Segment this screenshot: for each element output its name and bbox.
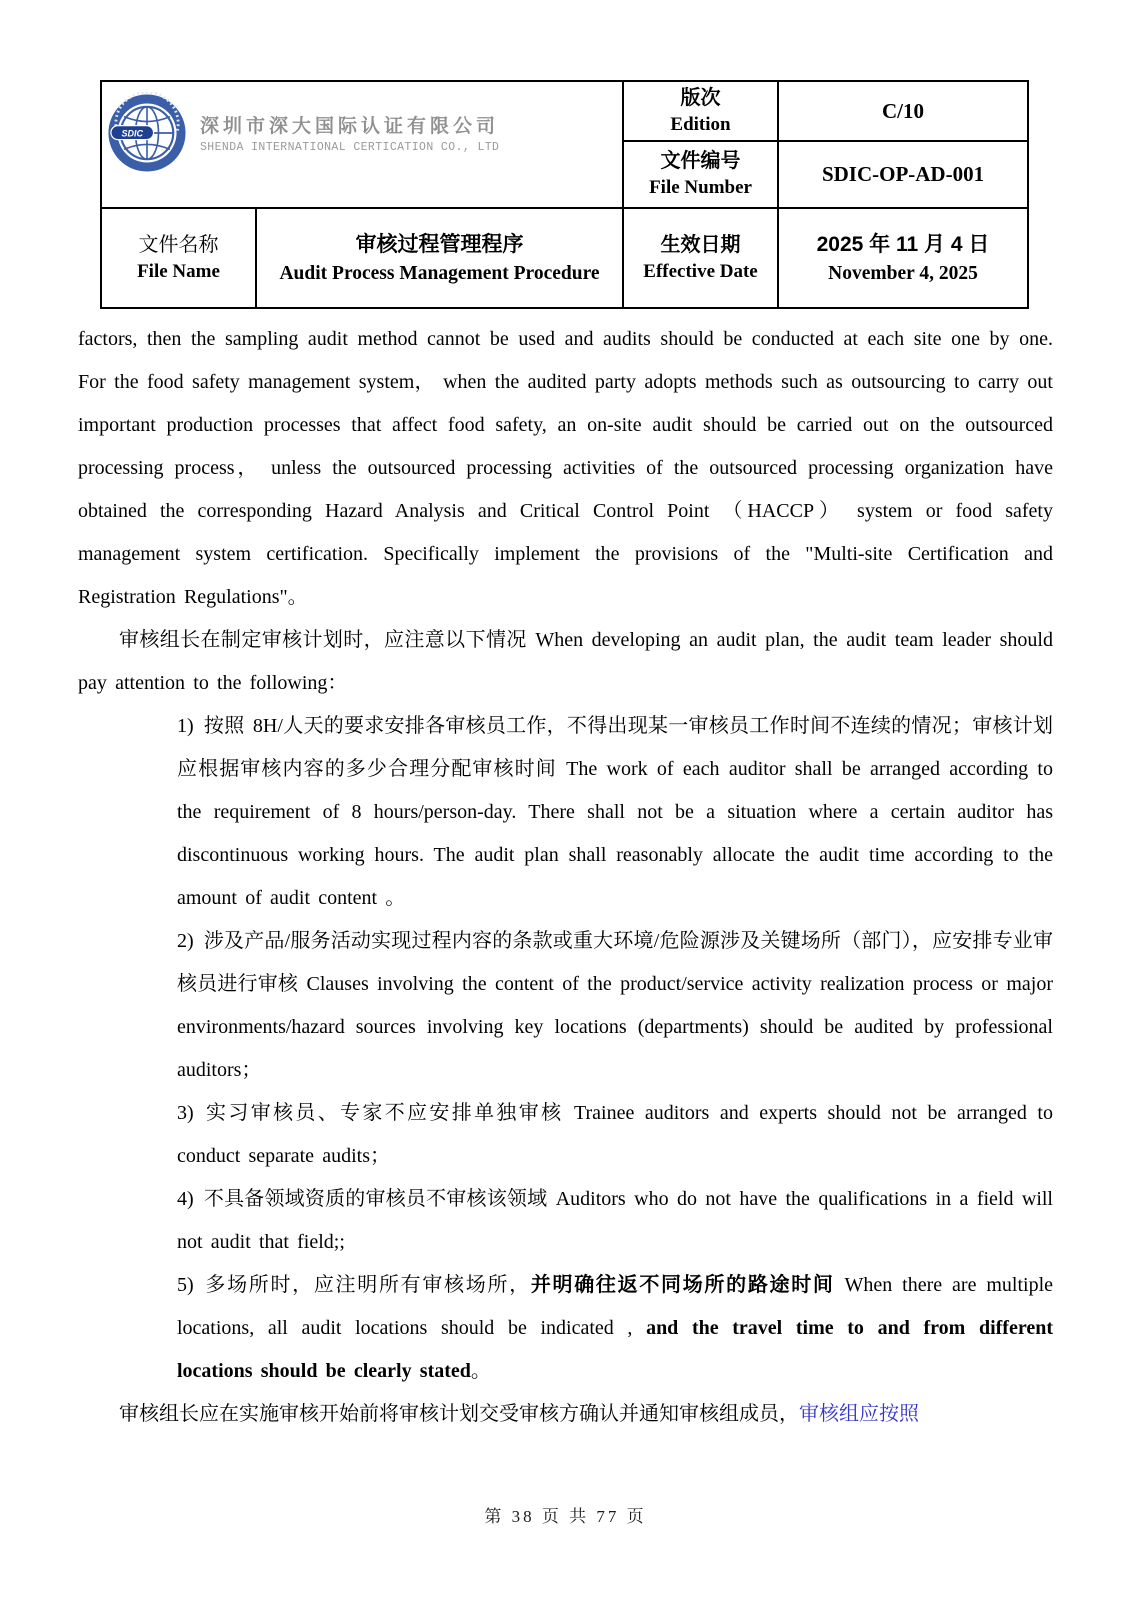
company-name-en: SHENDA INTERNATIONAL CERTICATION CO., LTD — [200, 141, 500, 154]
list-number: 3) — [177, 1102, 194, 1124]
effective-date-zh: 2025 年 11 月 4 日 — [816, 232, 990, 256]
edition-label-en: Edition — [670, 113, 731, 135]
list-item-text: 多场所时，应注明所有审核场所， — [203, 1274, 531, 1296]
file-name-label-zh: 文件名称 — [138, 233, 219, 256]
list-item-text: 按照 8H/人天的要求安排各审核员工作，不得出现某一审核员工作时间不连续的情况；审核计划应根据审核内容的多少合理分配审核时间 The work of each auditor shall be arranged according to the requirement of 8 hours/person-day. There shall not be a situation where a certain auditor has discontinuous working hours. The audit plan shall reasonably allocate the audit time according to the amount of audit content 。 — [177, 715, 1053, 909]
list-number: 5) — [177, 1274, 194, 1296]
list-item-text: 涉及产品/服务活动实现过程内容的条款或重大环境/危险源涉及关键场所（部门），应安排专业审核员进行审核 Clauses involving the content of the product/service activity realization process or major environments/hazard sources involving key locations (departments) should be audited by professional auditors； — [177, 930, 1053, 1081]
company-logo-icon — [106, 92, 188, 174]
file-name-label-en: File Name — [137, 260, 220, 282]
document-title-en: Audit Process Management Procedure — [279, 262, 600, 284]
edition-label-cell — [623, 81, 778, 141]
file-number-label-cell — [623, 141, 778, 208]
file-name-value-cell — [256, 208, 623, 308]
list-number: 1) — [177, 715, 194, 737]
list-item-2 — [177, 920, 1053, 1092]
edition-label-zh: 版次 — [680, 86, 721, 109]
list-item-4 — [177, 1178, 1053, 1264]
file-number-value: SDIC-OP-AD-001 — [778, 141, 1028, 208]
header-table — [100, 80, 1029, 309]
effective-date-value-cell — [778, 208, 1028, 308]
page-number: 第 38 页 共 77 页 — [484, 1507, 647, 1526]
list-item-text: 不具备领域资质的审核员不审核该领域 Auditors who do not have the qualifications in a field will not audit that field;; — [177, 1188, 1053, 1253]
effective-date-en: November 4, 2025 — [828, 262, 978, 284]
company-header-cell — [101, 81, 623, 208]
file-name-label-cell — [101, 208, 256, 308]
paragraph-closing — [78, 1393, 1053, 1436]
file-number-label-en: File Number — [649, 177, 752, 198]
list-item-text-bold: and the travel time to and from different locations should be clearly stated — [177, 1317, 1053, 1382]
closing-text: 审核组长应在实施审核开始前将审核计划交受审核方确认并通知审核组成员， — [119, 1403, 799, 1425]
list-item-3 — [177, 1092, 1053, 1178]
list-item-5 — [177, 1264, 1053, 1393]
effective-date-label-zh: 生效日期 — [660, 233, 741, 256]
effective-date-label-cell — [623, 208, 778, 308]
file-number-label-zh: 文件编号 — [660, 150, 741, 172]
paragraph-intro: 审核组长在制定审核计划时，应注意以下情况 When developing an audit plan, the audit team leader should pay attention to the following： — [78, 629, 1053, 694]
list-number: 2) — [177, 930, 194, 952]
svg-text:SDIC: SDIC — [121, 127, 143, 138]
document-body — [78, 318, 1053, 1436]
revision-highlight-text: 审核组应按照 — [799, 1403, 919, 1425]
company-identity — [106, 92, 618, 174]
paragraph-continuation: factors, then the sampling audit method cannot be used and audits should be conducted at each site one by one. For the food safety management system， when the audited party adopts methods such as outsourcing to carry out important production processes that affect food safety, an on-site audit should be carried out on the outsourced processing process， unless the outsourced processing activities of the outsourced processing organization have obtained the corresponding Hazard Analysis and Critical Control Point （HACCP） system or food safety management system certification. Specifically implement the provisions of the "Multi-site Certification and Registration Regulations"。 — [78, 328, 1053, 608]
list-item-text: When there are multiple locations, all audit locations should be indicated , — [177, 1274, 1054, 1339]
list-item-1 — [177, 705, 1053, 920]
list-item-text-bold: 并明确往返不同场所的路途时间 — [530, 1274, 835, 1296]
edition-value: C/10 — [778, 81, 1028, 141]
list-item-text: 实习审核员、专家不应安排单独审核 Trainee auditors and experts should not be arranged to conduct separate audits； — [177, 1102, 1053, 1167]
effective-date-label-en: Effective Date — [643, 260, 758, 282]
company-name-zh: 深圳市深大国际认证有限公司 — [200, 116, 500, 137]
list-number: 4) — [177, 1188, 194, 1210]
list-item-text: 。 — [470, 1360, 491, 1382]
document-title-zh: 审核过程管理程序 — [355, 232, 524, 256]
